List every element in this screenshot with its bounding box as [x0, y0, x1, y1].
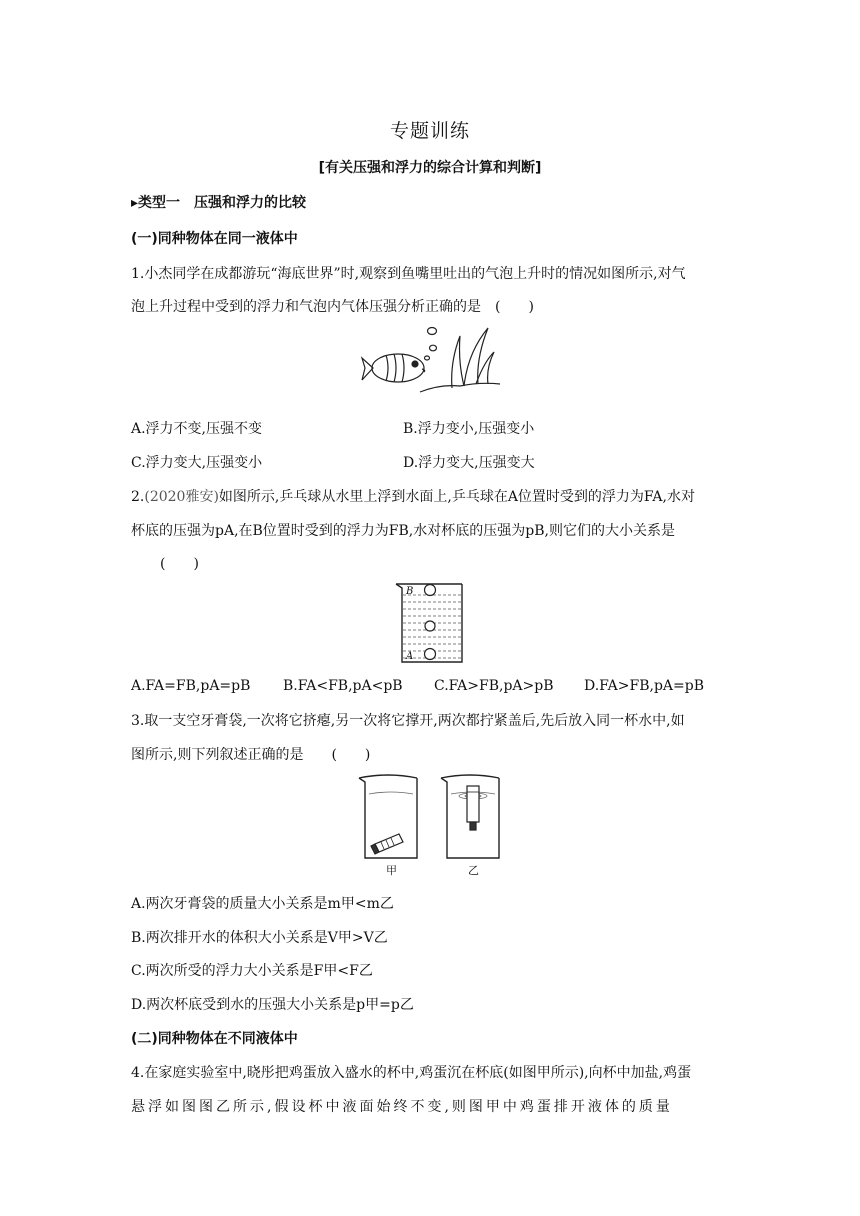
toothpaste-beakers-figure: [355, 770, 505, 878]
q3-text-line1: 3.取一支空牙膏袋,一次将它挤瘪,另一次将它撑开,两次都拧紧盖后,先后放入同一杯水中,如: [131, 713, 685, 729]
q2-option-d: D.FA>FB,pA=pB: [584, 678, 705, 694]
q3-option-d: D.两次杯底受到水的压强大小关系是p甲=p乙: [131, 997, 414, 1013]
fish-bubble-figure: [360, 322, 506, 396]
q2-option-b: B.FA<FB,pA<pB: [283, 678, 403, 694]
q1-option-a: A.浮力不变,压强不变: [131, 421, 263, 437]
q2-text-line2: 杯底的压强为pA,在B位置时受到的浮力为FB,水对杯底的压强为pB,则它们的大小关系是: [131, 523, 675, 539]
q3-fig-label-jia: 甲: [386, 864, 397, 877]
subsection-heading-1: (一)同种物体在同一液体中: [131, 231, 298, 247]
q1-text-line2: 泡上升过程中受到的浮力和气泡内气体压强分析正确的是 ( ): [131, 299, 534, 315]
q2-option-c: C.FA>FB,pA>pB: [434, 678, 554, 694]
q2-text-line1: [131, 486, 695, 506]
q2-label-b: B: [406, 586, 414, 597]
q3-option-c: C.两次所受的浮力大小关系是F甲<F乙: [131, 963, 373, 979]
page-subtitle: [有关压强和浮力的综合计算和判断]: [318, 160, 542, 176]
q3-option-b: B.两次排开水的体积大小关系是V甲>V乙: [131, 930, 388, 946]
subsection-heading-2: (二)同种物体在不同液体中: [131, 1031, 298, 1047]
q1-option-d: D.浮力变大,压强变大: [403, 455, 535, 471]
q2-number: 2.: [131, 489, 145, 505]
q2-source: (2020雅安): [144, 489, 219, 505]
q1-option-b: B.浮力变小,压强变小: [403, 421, 535, 437]
beaker-pingpong-figure: [392, 580, 468, 666]
q2-label-a: A: [406, 651, 414, 662]
q2-text-line3: ( ): [160, 556, 199, 572]
q3-option-a: A.两次牙膏袋的质量大小关系是m甲<m乙: [131, 896, 394, 912]
q3-text-line2: 图所示,则下列叙述正确的是 ( ): [131, 747, 371, 763]
q2-option-a: A.FA=FB,pA=pB: [131, 678, 251, 694]
q1-option-c: C.浮力变大,压强变小: [131, 455, 263, 471]
page-title: 专题训练: [389, 120, 470, 142]
type-heading: ▸类型一 压强和浮力的比较: [131, 195, 307, 211]
q3-fig-label-yi: 乙: [468, 864, 479, 877]
q4-text-line2: 悬浮如图图乙所示,假设杯中液面始终不变,则图甲中鸡蛋排开液体的质量: [131, 1099, 673, 1115]
q2-line1-rest: 如图所示,乒乓球从水里上浮到水面上,乒乓球在A位置时受到的浮力为FA,水对: [218, 489, 695, 505]
q1-text-line1: 1.小杰同学在成都游玩“海底世界”时,观察到鱼嘴里吐出的气泡上升时的情况如图所示,对气: [131, 266, 686, 282]
q4-text-line1: 4.在家庭实验室中,晓彤把鸡蛋放入盛水的杯中,鸡蛋沉在杯底(如图甲所示),向杯中加盐,鸡蛋: [131, 1065, 692, 1081]
